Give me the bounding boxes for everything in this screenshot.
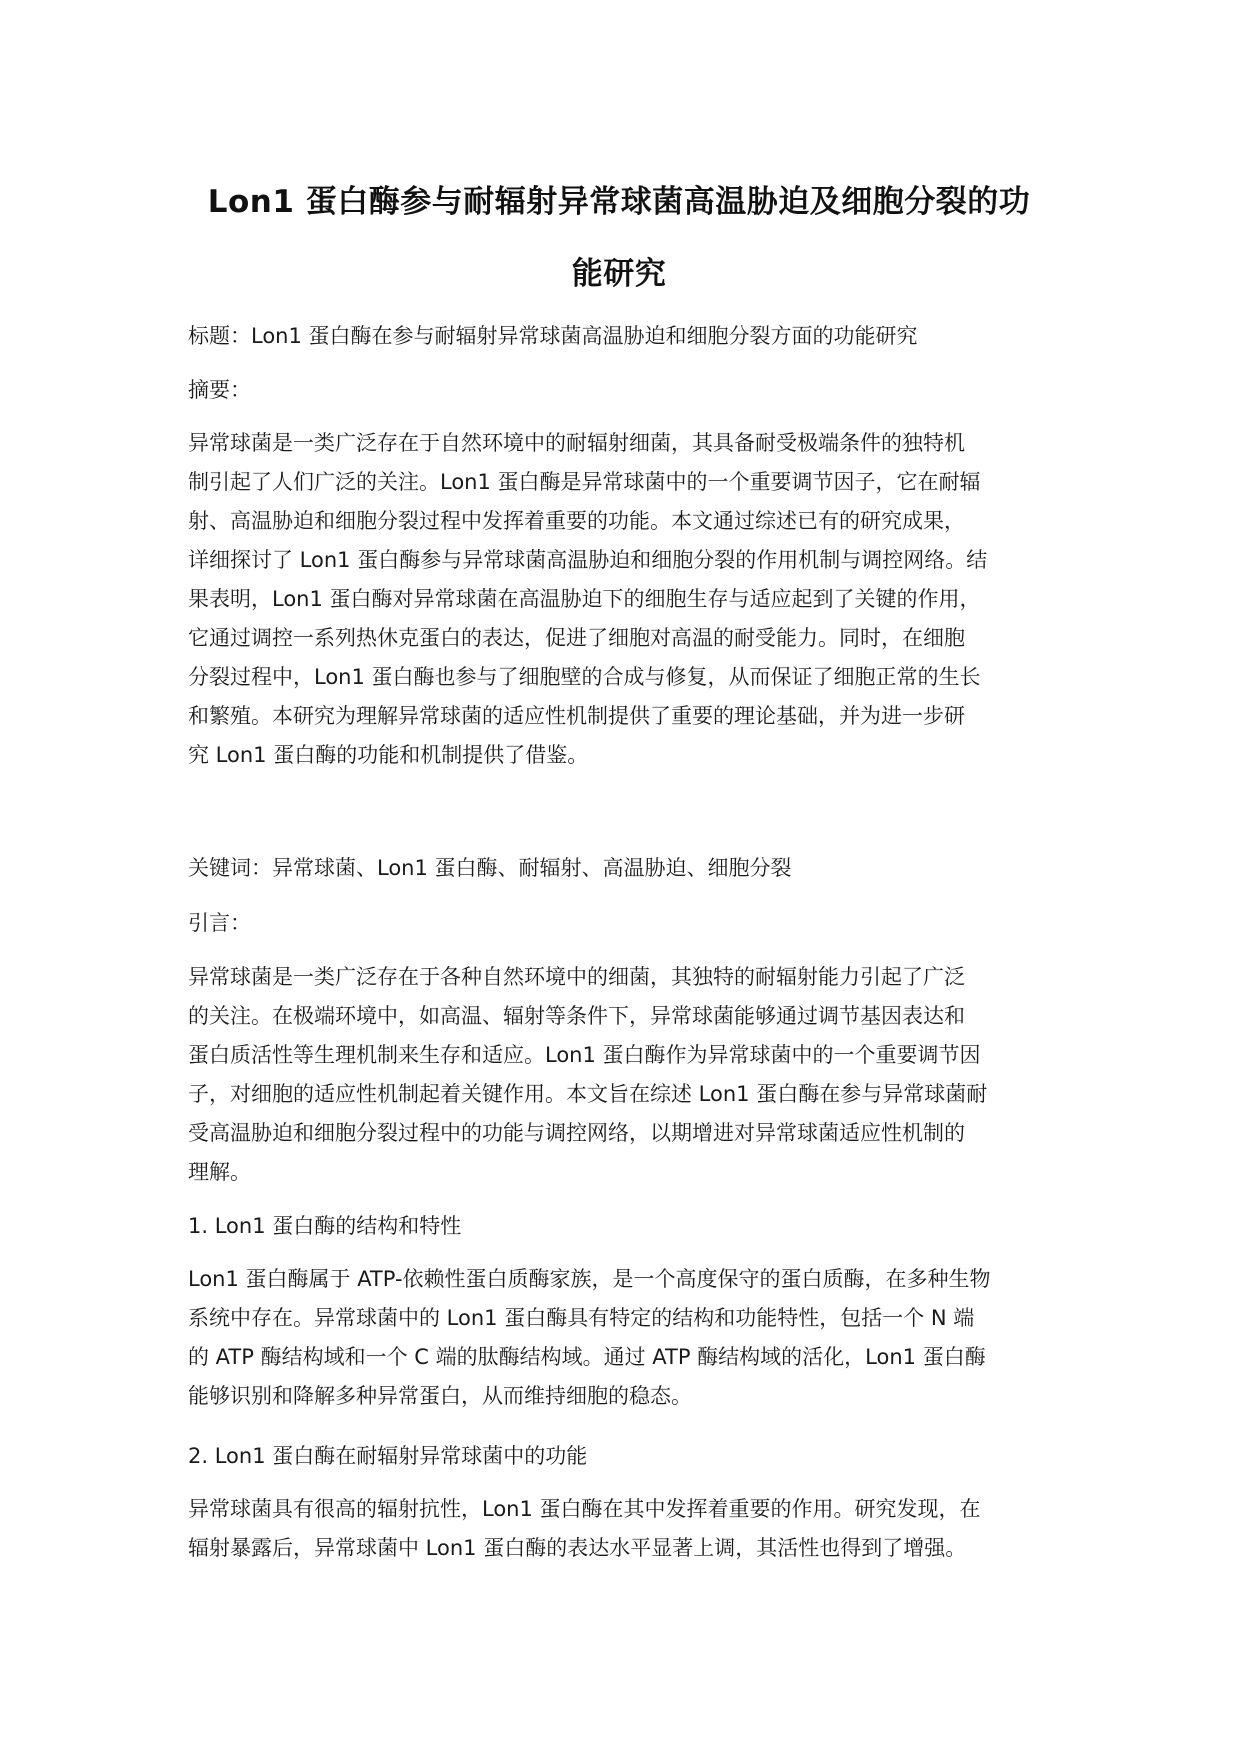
intro-line: 蛋白质活性等生理机制来生存和适应。Lon1 蛋白酶作为异常球菌中的一个重要调节因 xyxy=(188,1043,981,1067)
abstract-line: 果表明，Lon1 蛋白酶对异常球菌在高温胁迫下的细胞生存与适应起到了关键的作用， xyxy=(188,587,981,611)
section-2-line: 异常球菌具有很高的辐射抗性，Lon1 蛋白酶在其中发挥着重要的作用。研究发现，在 xyxy=(188,1497,981,1521)
keywords-line: 关键词：异常球菌、Lon1 蛋白酶、耐辐射、高温胁迫、细胞分裂 xyxy=(188,856,792,880)
abstract-line: 分裂过程中，Lon1 蛋白酶也参与了细胞壁的合成与修复，从而保证了细胞正常的生长 xyxy=(188,665,981,689)
abstract-heading: 摘要： xyxy=(188,378,251,402)
section-2-paragraph xyxy=(188,1490,1054,1568)
section-1-paragraph xyxy=(188,1260,1054,1416)
abstract-line: 制引起了人们广泛的关注。Lon1 蛋白酶是异常球菌中的一个重要调节因子，它在耐辐 xyxy=(188,470,981,494)
abstract-line: 究 Lon1 蛋白酶的功能和机制提供了借鉴。 xyxy=(188,743,589,767)
section-1-line: 能够识别和降解多种异常蛋白，从而维持细胞的稳态。 xyxy=(188,1384,692,1408)
abstract-line: 它通过调控一系列热休克蛋白的表达，促进了细胞对高温的耐受能力。同时，在细胞 xyxy=(188,626,965,650)
intro-heading: 引言： xyxy=(188,911,251,935)
section-1-line: 系统中存在。异常球菌中的 Lon1 蛋白酶具有特定的结构和功能特性，包括一个 N 端 xyxy=(188,1306,975,1330)
intro-line: 子，对细胞的适应性机制起着关键作用。本文旨在综述 Lon1 蛋白酶在参与异常球菌耐 xyxy=(188,1082,988,1106)
intro-line: 理解。 xyxy=(188,1160,251,1184)
intro-line: 受高温胁迫和细胞分裂过程中的功能与调控网络，以期增进对异常球菌适应性机制的 xyxy=(188,1121,965,1145)
abstract-line: 射、高温胁迫和细胞分裂过程中发挥着重要的功能。本文通过综述已有的研究成果， xyxy=(188,509,965,533)
subtitle-line: 标题：Lon1 蛋白酶在参与耐辐射异常球菌高温胁迫和细胞分裂方面的功能研究 xyxy=(188,324,918,348)
section-2-line: 辐射暴露后，异常球菌中 Lon1 蛋白酶的表达水平显著上调，其活性也得到了增强。 xyxy=(188,1536,967,1560)
abstract-line: 和繁殖。本研究为理解异常球菌的适应性机制提供了重要的理论基础，并为进一步研 xyxy=(188,704,965,728)
title-line-2: 能研究 xyxy=(571,256,667,292)
abstract-line: 异常球菌是一类广泛存在于自然环境中的耐辐射细菌，其具备耐受极端条件的独特机 xyxy=(188,431,965,455)
section-1-heading: 1. Lon1 蛋白酶的结构和特性 xyxy=(188,1214,462,1238)
abstract-paragraph xyxy=(188,424,1054,775)
title-line-1: Lon1 蛋白酶参与耐辐射异常球菌高温胁迫及细胞分裂的功 xyxy=(207,184,1031,220)
intro-paragraph xyxy=(188,958,1054,1192)
intro-line: 异常球菌是一类广泛存在于各种自然环境中的细菌，其独特的耐辐射能力引起了广泛 xyxy=(188,965,965,989)
document-title xyxy=(180,166,1058,310)
intro-line: 的关注。在极端环境中，如高温、辐射等条件下，异常球菌能够通过调节基因表达和 xyxy=(188,1004,965,1028)
section-2-heading: 2. Lon1 蛋白酶在耐辐射异常球菌中的功能 xyxy=(188,1444,588,1468)
section-1-line: 的 ATP 酶结构域和一个 C 端的肽酶结构域。通过 ATP 酶结构域的活化，Lon1 蛋白酶 xyxy=(188,1345,986,1369)
section-1-line: Lon1 蛋白酶属于 ATP-依赖性蛋白质酶家族，是一个高度保守的蛋白质酶，在多种生物 xyxy=(188,1267,991,1291)
abstract-line: 详细探讨了 Lon1 蛋白酶参与异常球菌高温胁迫和细胞分裂的作用机制与调控网络。结 xyxy=(188,548,988,572)
